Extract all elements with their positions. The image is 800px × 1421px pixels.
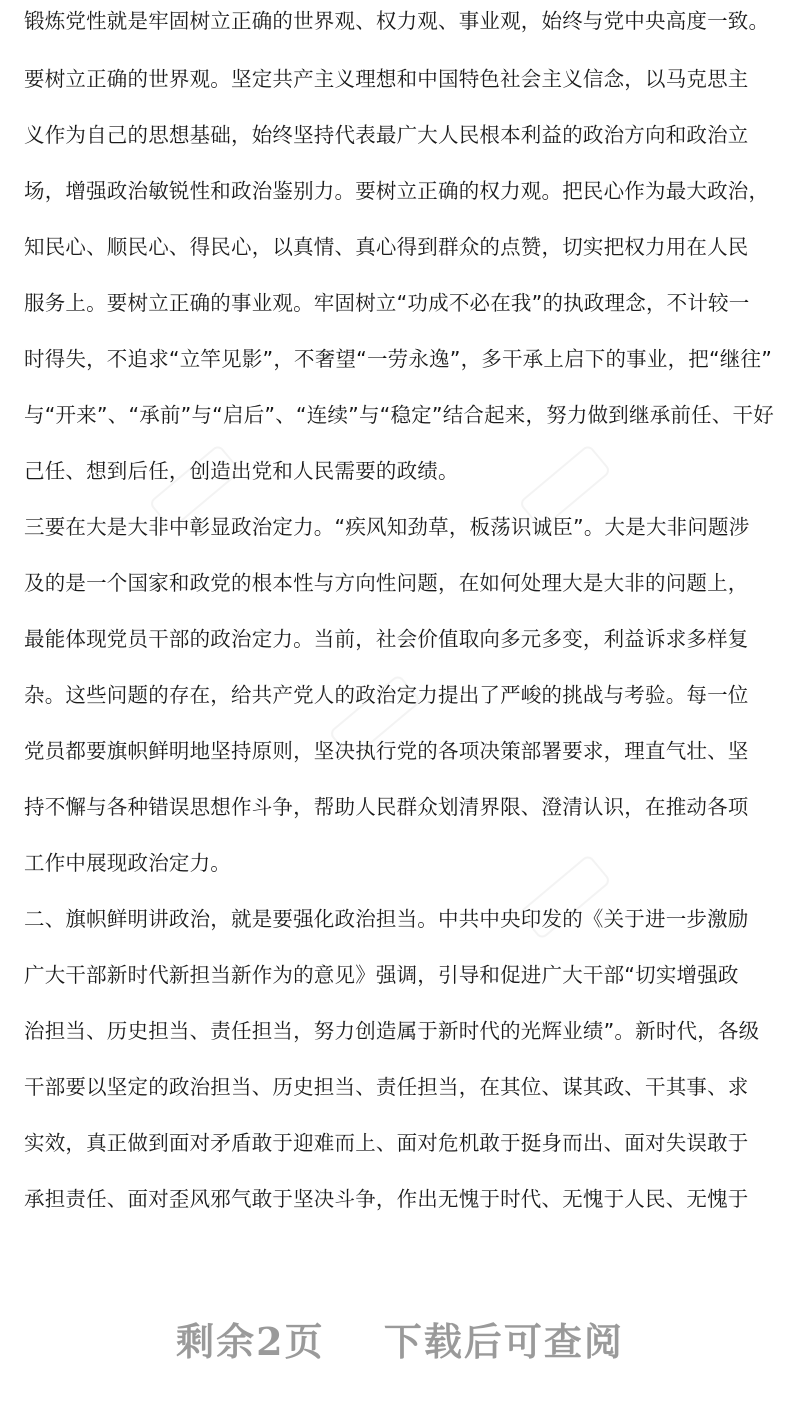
text-line: 持不懈与各种错误思想作斗争，帮助人民群众划清界限、澄清认识，在推动各项: [24, 795, 749, 819]
text-line: 己任、想到后任，创造出党和人民需要的政绩。: [24, 459, 459, 483]
text-line: 杂。这些问题的存在，给共产党人的政治定力提出了严峻的挑战与考验。每一位: [24, 683, 749, 707]
remaining-pages-label: 剩余2页: [176, 1319, 325, 1364]
text-line: 时得失，不追求“立竿见影”，不奢望“一劳永逸”，多干承上启下的事业，把“继往”: [24, 347, 773, 371]
text-line: 服务上。要树立正确的事业观。牢固树立“功成不必在我”的执政理念，不计较一: [24, 291, 750, 315]
text-line: 广大干部新时代新担当新作为的意见》强调，引导和促进广大干部“切实增强政: [24, 963, 739, 987]
text-line: 实效，真正做到面对矛盾敢于迎难而上、面对危机敢于挺身而出、面对失误敢于: [24, 1131, 749, 1155]
text-line: 干部要以坚定的政治担当、历史担当、责任担当，在其位、谋其政、干其事、求: [24, 1075, 749, 1099]
text-line: 与“开来”、“承前”与“启后”、“连续”与“稳定”结合起来，努力做到继承前任、干好: [24, 403, 774, 427]
text-line: 党员都要旗帜鲜明地坚持原则，坚决执行党的各项决策部署要求，理直气壮、坚: [24, 739, 749, 763]
text-line: 及的是一个国家和政党的根本性与方向性问题，在如何处理大是大非的问题上，: [24, 571, 749, 595]
text-line: 义作为自己的思想基础，始终坚持代表最广大人民根本利益的政治方向和政治立: [24, 123, 749, 147]
text-line: 锻炼党性就是牢固树立正确的世界观、权力观、事业观，始终与党中央高度一致。: [24, 9, 770, 33]
download-prompt-banner: [0, 1312, 800, 1372]
text-line: 最能体现党员干部的政治定力。当前，社会价值取向多元多变，利益诉求多样复: [24, 627, 749, 651]
text-line: 治担当、历史担当、责任担当，努力创造属于新时代的光辉业绩”。新时代，各级: [24, 1019, 760, 1043]
text-line: 二、旗帜鲜明讲政治，就是要强化政治担当。中共中央印发的《关于进一步激励: [24, 907, 749, 931]
text-line: 三要在大是大非中彰显政治定力。“疾风知劲草，板荡识诚臣”。大是大非问题涉: [24, 515, 750, 539]
download-prompt-label: 下载后可查阅: [383, 1319, 624, 1364]
text-line: 知民心、顺民心、得民心，以真情、真心得到群众的点赞，切实把权力用在人民: [24, 235, 749, 259]
text-line: 场，增强政治敏锐性和政治鉴别力。要树立正确的权力观。把民心作为最大政治，: [24, 179, 770, 203]
text-line: 要树立正确的世界观。坚定共产主义理想和中国特色社会主义信念，以马克思主: [24, 67, 749, 91]
text-line: 工作中展现政治定力。: [24, 851, 231, 875]
text-line: 承担责任、面对歪风邪气敢于坚决斗争，作出无愧于时代、无愧于人民、无愧于: [24, 1187, 749, 1211]
